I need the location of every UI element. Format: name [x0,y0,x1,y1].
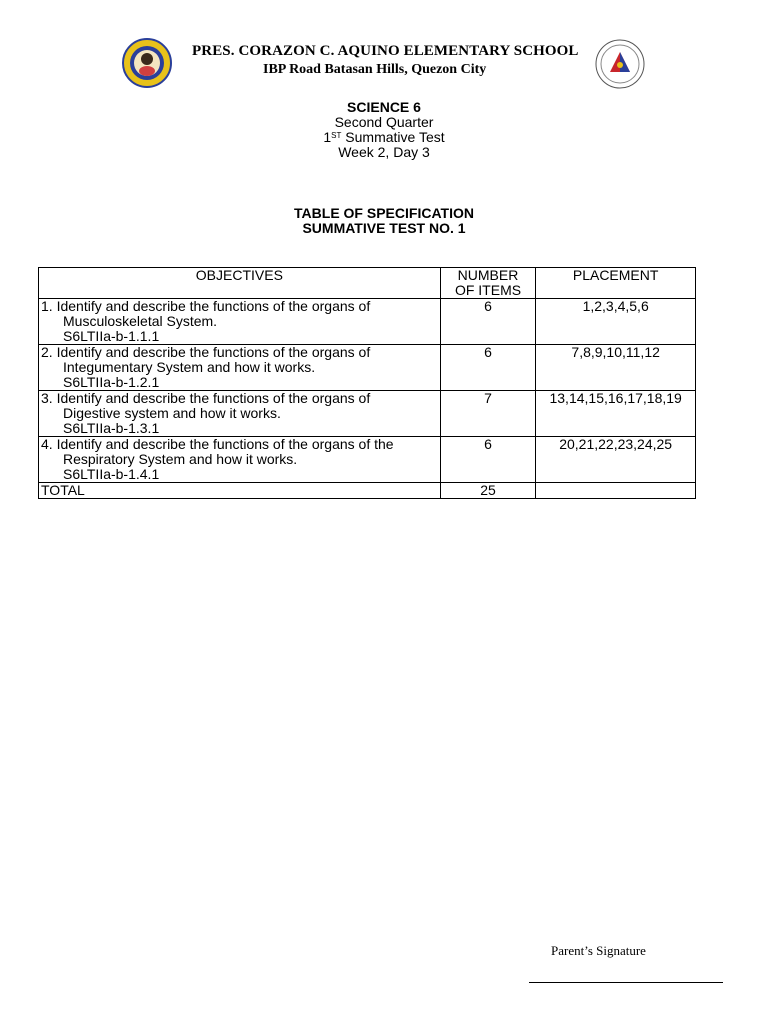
table-row [39,345,696,391]
items-count: 7 [440,391,536,437]
table-row [39,391,696,437]
objective-cell [39,437,441,483]
signature-line [529,982,723,983]
objective-text: 4. Identify and describe the functions of the organs of the [41,436,394,452]
objective-cell [39,345,441,391]
placement-cell: 7,8,9,10,11,12 [536,345,696,391]
header-number-line2: OF ITEMS [454,282,522,298]
objective-text: 1. Identify and describe the functions of the organs of [41,298,371,314]
items-count: 6 [440,299,536,345]
placement-cell: 1,2,3,4,5,6 [536,299,696,345]
objective-cell [39,391,441,437]
table-row [39,299,696,345]
parent-signature-label: Parent’s Signature [551,943,646,958]
school-name: PRES. CORAZON C. AQUINO ELEMENTARY SCHOOL [192,43,579,59]
test-ordinal-number: 1 [323,129,332,145]
competency-code: S6LTIIa-b-1.2.1 [63,374,160,390]
quarter-label: Second Quarter [334,114,434,130]
placement-cell: 13,14,15,16,17,18,19 [536,391,696,437]
competency-code: S6LTIIa-b-1.3.1 [63,420,160,436]
total-placement [536,483,696,499]
objective-cell [39,299,441,345]
items-count: 6 [440,437,536,483]
header-number-line1: NUMBER [457,267,519,283]
competency-code: S6LTIIa-b-1.4.1 [63,466,160,482]
test-title-block [0,100,768,160]
test-label [0,130,768,145]
table-row [39,437,696,483]
subject-title: SCIENCE 6 [347,99,421,115]
tos-title: TABLE OF SPECIFICATION [294,205,474,221]
test-ordinal-suffix: ST [331,131,342,140]
total-items: 25 [440,483,536,499]
total-row [39,483,696,499]
specification-table [38,267,696,499]
school-seal-logo [122,38,172,88]
objective-text-cont: Digestive system and how it works. [63,405,281,421]
table-header-row [39,268,696,299]
test-name: Summative Test [341,129,445,145]
objective-text-cont: Integumentary System and how it works. [63,359,316,375]
tos-heading [0,206,768,236]
division-seal-logo [592,38,648,90]
competency-code: S6LTIIa-b-1.1.1 [63,328,160,344]
school-header [118,38,658,94]
school-address: IBP Road Batasan Hills, Quezon City [263,62,487,77]
tos-subtitle: SUMMATIVE TEST NO. 1 [302,220,466,236]
objective-text: 2. Identify and describe the functions of the organs of [41,344,371,360]
header-objectives: OBJECTIVES [39,268,441,299]
total-label: TOTAL [39,483,441,499]
objective-text-cont: Musculoskeletal System. [63,313,218,329]
schedule-label: Week 2, Day 3 [338,144,430,160]
placement-cell: 20,21,22,23,24,25 [536,437,696,483]
objective-text: 3. Identify and describe the functions of the organs of [41,390,371,406]
items-count: 6 [440,345,536,391]
header-placement: PLACEMENT [536,268,696,299]
header-number-of-items [440,268,536,299]
objective-text-cont: Respiratory System and how it works. [63,451,298,467]
